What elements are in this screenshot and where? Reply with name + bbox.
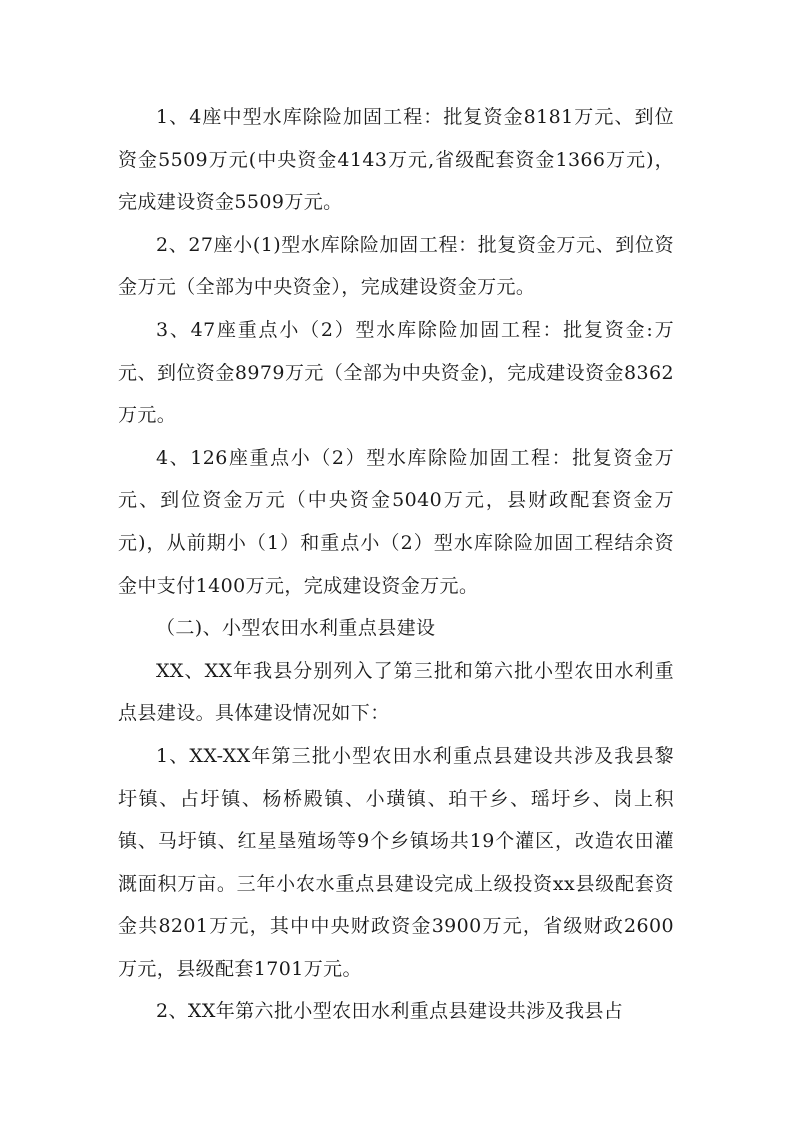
paragraph-irrigation-batch-3: 1、XX-XX年第三批小型农田水利重点县建设共涉及我县黎圩镇、占圩镇、杨桥殿镇、小璜镇、珀干乡、瑶圩乡、岗上积镇、马圩镇、红星垦殖场等9个乡镇场共19个灌区，改造农田灌溉面积万亩。三年小农水重点县建设完成上级投资xx县级配套资金共8201万元，其中中央财政资金3900万元，省级财政2600万元，县级配套1701万元。 xyxy=(118,744,674,980)
paragraph-reservoir-medium: 1、4座中型水库除险加固工程：批复资金8181万元、到位资金5509万元(中央资金4143万元,省级配套资金1366万元)，完成建设资金5509万元。 xyxy=(118,106,674,214)
section-heading: （二)、小型农田水利重点县建设 xyxy=(156,617,436,640)
document-body xyxy=(118,96,674,1033)
paragraph-reservoir-small-1: 2、27座小(1)型水库除险加固工程：批复资金万元、到位资金万元（全部为中央资金），完成建设资金万元。 xyxy=(118,233,674,299)
paragraph-reservoir-small-2-47: 3、47座重点小（2）型水库除险加固工程：批复资金:万元、到位资金8979万元（全部为中央资金)，完成建设资金8362万元。 xyxy=(118,318,674,427)
paragraph-irrigation-intro: XX、XX年我县分别列入了第三批和第六批小型农田水利重点县建设。具体建设情况如下： xyxy=(118,659,674,725)
paragraph-irrigation-batch-6: 2、XX年第六批小型农田水利重点县建设共涉及我县占 xyxy=(156,1000,624,1023)
paragraph-reservoir-small-2-126: 4、126座重点小（2）型水库除险加固工程：批复资金万元、到位资金万元（中央资金5040万元，县财政配套资金万元)，从前期小（1）和重点小（2）型水库除险加固工程结余资金中支付1400万元，完成建设资金万元。 xyxy=(118,446,674,597)
